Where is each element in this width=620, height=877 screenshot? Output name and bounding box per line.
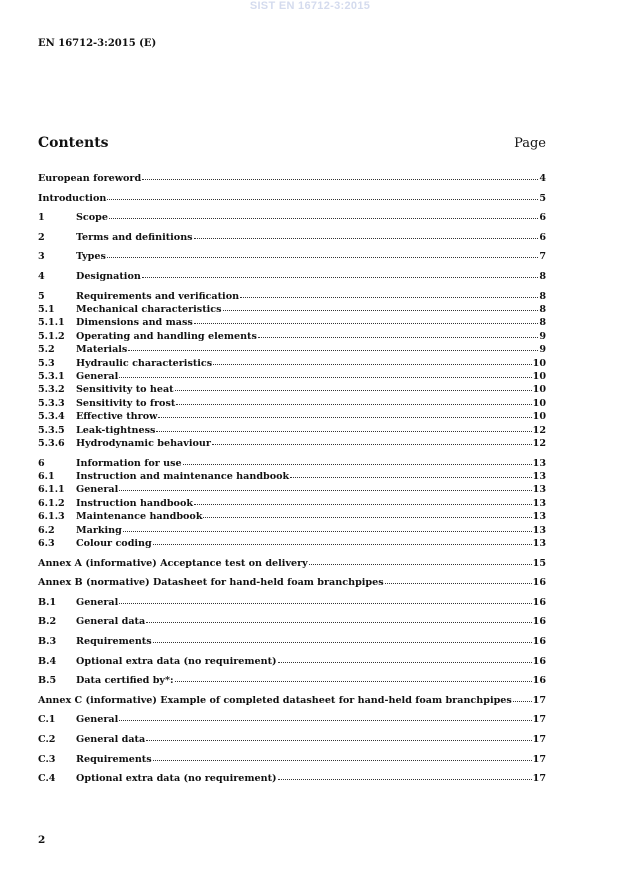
toc-entry-page: 9 [539, 330, 546, 342]
toc-entry-page: 17 [532, 753, 546, 765]
toc-entry-page: 8 [539, 303, 546, 315]
watermark: SIST EN 16712-3:2015 [249, 0, 371, 12]
toc-entry-title: Leak-tightness [76, 424, 156, 436]
toc-entry-page: 8 [539, 317, 546, 329]
toc-entry-title: Scope [76, 212, 108, 224]
toc-entry[interactable] [38, 733, 546, 746]
toc-entry-page: 8 [539, 270, 546, 282]
toc-dot-leader [194, 321, 539, 324]
toc-entry-title: General [76, 371, 119, 382]
toc-dot-leader [175, 388, 532, 391]
toc-entry[interactable] [38, 753, 546, 766]
toc-entry[interactable] [38, 330, 546, 343]
toc-dot-leader [119, 601, 531, 604]
toc-entry-title: Optional extra data (no requirement) [76, 655, 277, 667]
toc-entry-title: Dimensions and mass [76, 317, 193, 329]
toc-entry-title: Annex B (normative) Datasheet for hand-held foam branchpipes [38, 577, 384, 589]
toc-entry-number: 5.3.6 [38, 438, 65, 450]
toc-entry-number: C.4 [38, 773, 56, 785]
toc-entry[interactable] [38, 383, 546, 396]
toc-entry[interactable] [38, 537, 546, 550]
toc-entry-title: General [76, 714, 119, 726]
toc-entry-page: 4 [539, 173, 546, 184]
toc-entry-page: 16 [532, 596, 546, 608]
toc-entry-number: B.1 [38, 596, 57, 608]
toc-dot-leader [278, 777, 532, 780]
toc-entry[interactable] [38, 357, 546, 370]
toc-dot-leader [223, 308, 539, 311]
toc-entry-page: 13 [532, 484, 546, 496]
toc-entry-number: B.5 [38, 675, 57, 687]
toc-entry[interactable] [38, 370, 546, 383]
toc-entry-page: 17 [532, 734, 546, 745]
toc-entry[interactable] [38, 470, 546, 483]
toc-entry-number: 4 [38, 270, 45, 282]
toc-entry-page: 7 [539, 251, 546, 263]
document-id: EN 16712-3:2015 (E) [38, 38, 157, 49]
toc-dot-leader [119, 718, 531, 721]
toc-entry-title: General data [76, 734, 146, 745]
toc-entry[interactable] [38, 457, 546, 470]
toc-entry-title: Mechanical characteristics [76, 303, 222, 315]
toc-entry-page: 10 [532, 411, 546, 423]
toc-entry[interactable] [38, 510, 546, 523]
toc-entry[interactable] [38, 231, 546, 244]
toc-entry-page: 13 [532, 524, 546, 536]
toc-dot-leader [107, 197, 538, 200]
toc-entry[interactable] [38, 343, 546, 356]
toc-dot-leader [183, 462, 532, 465]
toc-entry[interactable] [38, 211, 546, 224]
toc-entry-page: 8 [539, 290, 546, 302]
toc-dot-leader [146, 620, 531, 623]
toc-entry-page: 12 [532, 438, 546, 450]
toc-entry-title: Requirements [76, 753, 152, 765]
toc-entry[interactable] [38, 524, 546, 537]
toc-entry[interactable] [38, 772, 546, 785]
toc-entry-title: General [76, 596, 119, 608]
toc-entry-title: Sensitivity to frost [76, 397, 176, 409]
toc-entry-number: 5.1 [38, 303, 55, 315]
toc-dot-leader [278, 660, 532, 663]
toc-entry-number: 5.3 [38, 357, 55, 369]
toc-entry[interactable] [38, 316, 546, 329]
toc-entry-title: Introduction [38, 192, 107, 204]
toc-entry-number: 6 [38, 457, 45, 469]
toc-entry[interactable] [38, 424, 546, 437]
toc-entry-page: 6 [539, 231, 546, 243]
toc-entry-page: 10 [532, 371, 546, 382]
toc-entry-number: 5.1.1 [38, 317, 65, 329]
toc-entry-number: C.2 [38, 734, 56, 745]
toc-dot-leader [119, 375, 531, 378]
toc-entry-title: General data [76, 616, 146, 628]
toc-entry-title: European foreword [38, 173, 142, 184]
toc-entry-number: B.4 [38, 655, 57, 667]
toc-entry-page: 9 [539, 344, 546, 356]
toc-entry[interactable] [38, 270, 546, 283]
table-of-contents [38, 172, 546, 786]
contents-heading [38, 135, 546, 151]
toc-entry-number: 6.1.1 [38, 484, 65, 496]
toc-dot-leader [158, 415, 531, 418]
toc-dot-leader [194, 236, 539, 239]
toc-dot-leader [146, 738, 531, 741]
toc-entry-page: 16 [532, 616, 546, 628]
toc-dot-leader [175, 679, 532, 682]
toc-entry-number: 5.3.4 [38, 411, 65, 423]
toc-entry[interactable] [38, 713, 546, 726]
toc-entry-title: Instruction and maintenance handbook [76, 471, 290, 483]
toc-entry-page: 13 [532, 538, 546, 550]
toc-entry[interactable] [38, 172, 546, 185]
toc-entry-title: Operating and handling elements [76, 330, 257, 342]
toc-dot-leader [128, 348, 538, 351]
toc-entry-page: 13 [532, 471, 546, 483]
toc-entry-page: 16 [532, 636, 546, 648]
toc-entry-number: 5.3.3 [38, 397, 65, 409]
toc-entry-number: 5.3.5 [38, 424, 65, 436]
toc-entry[interactable] [38, 303, 546, 316]
toc-entry[interactable] [38, 437, 546, 450]
toc-entry[interactable] [38, 674, 546, 687]
toc-entry-page: 12 [532, 424, 546, 436]
toc-entry[interactable] [38, 694, 546, 707]
toc-entry-title: Designation [76, 270, 141, 282]
toc-entry-title: Materials [76, 344, 128, 356]
toc-entry-title: Data certified by*: [76, 675, 174, 687]
toc-entry-title: Marking [76, 524, 122, 536]
toc-entry[interactable] [38, 655, 546, 668]
toc-dot-leader [309, 562, 532, 565]
toc-entry-number: C.3 [38, 753, 56, 765]
toc-entry-title: Hydraulic characteristics [76, 357, 213, 369]
toc-entry-number: 2 [38, 231, 45, 243]
toc-entry-number: 6.2 [38, 524, 55, 536]
toc-entry-number: 5.3.2 [38, 384, 65, 396]
toc-entry-title: Hydrodynamic behaviour [76, 438, 211, 450]
toc-dot-leader [176, 402, 531, 405]
toc-entry-title: Maintenance handbook [76, 511, 203, 523]
toc-dot-leader [213, 362, 531, 365]
toc-entry[interactable] [38, 250, 546, 263]
toc-entry-title: Types [76, 251, 106, 263]
toc-entry-number: 6.3 [38, 538, 55, 550]
page-number: 2 [38, 834, 46, 846]
toc-entry-page: 17 [532, 773, 546, 785]
toc-entry-number: 5.2 [38, 344, 55, 356]
toc-dot-leader [109, 216, 538, 219]
toc-entry-page: 13 [532, 497, 546, 509]
toc-entry-page: 10 [532, 357, 546, 369]
toc-entry-number: B.2 [38, 616, 57, 628]
toc-entry-page: 10 [532, 397, 546, 409]
contents-title: Contents [38, 135, 109, 151]
toc-dot-leader [240, 295, 538, 298]
toc-entry[interactable] [38, 576, 546, 589]
toc-entry[interactable] [38, 615, 546, 628]
toc-entry-number: 6.1.2 [38, 497, 65, 509]
toc-entry-page: 13 [532, 457, 546, 469]
toc-entry-page: 16 [532, 577, 546, 589]
toc-dot-leader [194, 502, 532, 505]
toc-entry-page: 16 [532, 655, 546, 667]
toc-dot-leader [153, 758, 532, 761]
toc-entry-title: Optional extra data (no requirement) [76, 773, 277, 785]
toc-dot-leader [153, 542, 532, 545]
toc-entry-title: Requirements and verification [76, 290, 240, 302]
toc-dot-leader [153, 640, 532, 643]
toc-entry-title: Requirements [76, 636, 152, 648]
toc-dot-leader [156, 429, 531, 432]
toc-dot-leader [142, 275, 538, 278]
toc-dot-leader [513, 699, 532, 702]
toc-dot-leader [212, 442, 532, 445]
toc-entry-number: 6.1 [38, 471, 55, 483]
toc-entry-number: 5 [38, 290, 45, 302]
toc-entry-page: 15 [532, 557, 546, 569]
toc-entry-title: Instruction handbook [76, 497, 193, 509]
toc-dot-leader [123, 529, 532, 532]
toc-entry-page: 6 [539, 212, 546, 224]
toc-entry-title: Annex C (informative) Example of completed datasheet for hand-held foam branchpipes [38, 694, 512, 706]
toc-entry[interactable] [38, 635, 546, 648]
toc-entry-title: General [76, 484, 119, 496]
toc-entry-title: Sensitivity to heat [76, 384, 174, 396]
toc-entry-page: 16 [532, 675, 546, 687]
toc-dot-leader [258, 335, 538, 338]
toc-entry-title: Terms and definitions [76, 231, 193, 243]
toc-entry-title: Colour coding [76, 538, 152, 550]
toc-dot-leader [142, 177, 538, 180]
toc-entry[interactable] [38, 557, 546, 570]
toc-entry-page: 5 [539, 192, 546, 204]
toc-entry[interactable] [38, 192, 546, 205]
toc-entry-number: 6.1.3 [38, 511, 65, 523]
toc-entry-page: 17 [532, 714, 546, 726]
toc-entry-number: C.1 [38, 714, 56, 726]
toc-entry[interactable] [38, 483, 546, 496]
toc-dot-leader [385, 581, 532, 584]
toc-entry-number: 5.3.1 [38, 371, 65, 382]
toc-entry[interactable] [38, 397, 546, 410]
toc-entry[interactable] [38, 410, 546, 423]
toc-dot-leader [203, 515, 531, 518]
toc-dot-leader [119, 488, 531, 491]
toc-entry[interactable] [38, 497, 546, 510]
toc-entry[interactable] [38, 596, 546, 609]
toc-entry-page: 17 [532, 694, 546, 706]
toc-entry[interactable] [38, 290, 546, 303]
page-column-label: Page [514, 136, 546, 151]
toc-entry-title: Information for use [76, 457, 182, 469]
toc-dot-leader [290, 475, 531, 478]
toc-entry-title: Annex A (informative) Acceptance test on delivery [38, 557, 308, 569]
toc-entry-page: 13 [532, 511, 546, 523]
toc-entry-number: 1 [38, 212, 45, 224]
toc-entry-title: Effective throw [76, 411, 158, 423]
toc-dot-leader [107, 255, 538, 258]
toc-entry-page: 10 [532, 384, 546, 396]
toc-entry-number: B.3 [38, 636, 57, 648]
toc-entry-number: 5.1.2 [38, 330, 65, 342]
toc-entry-number: 3 [38, 251, 45, 263]
